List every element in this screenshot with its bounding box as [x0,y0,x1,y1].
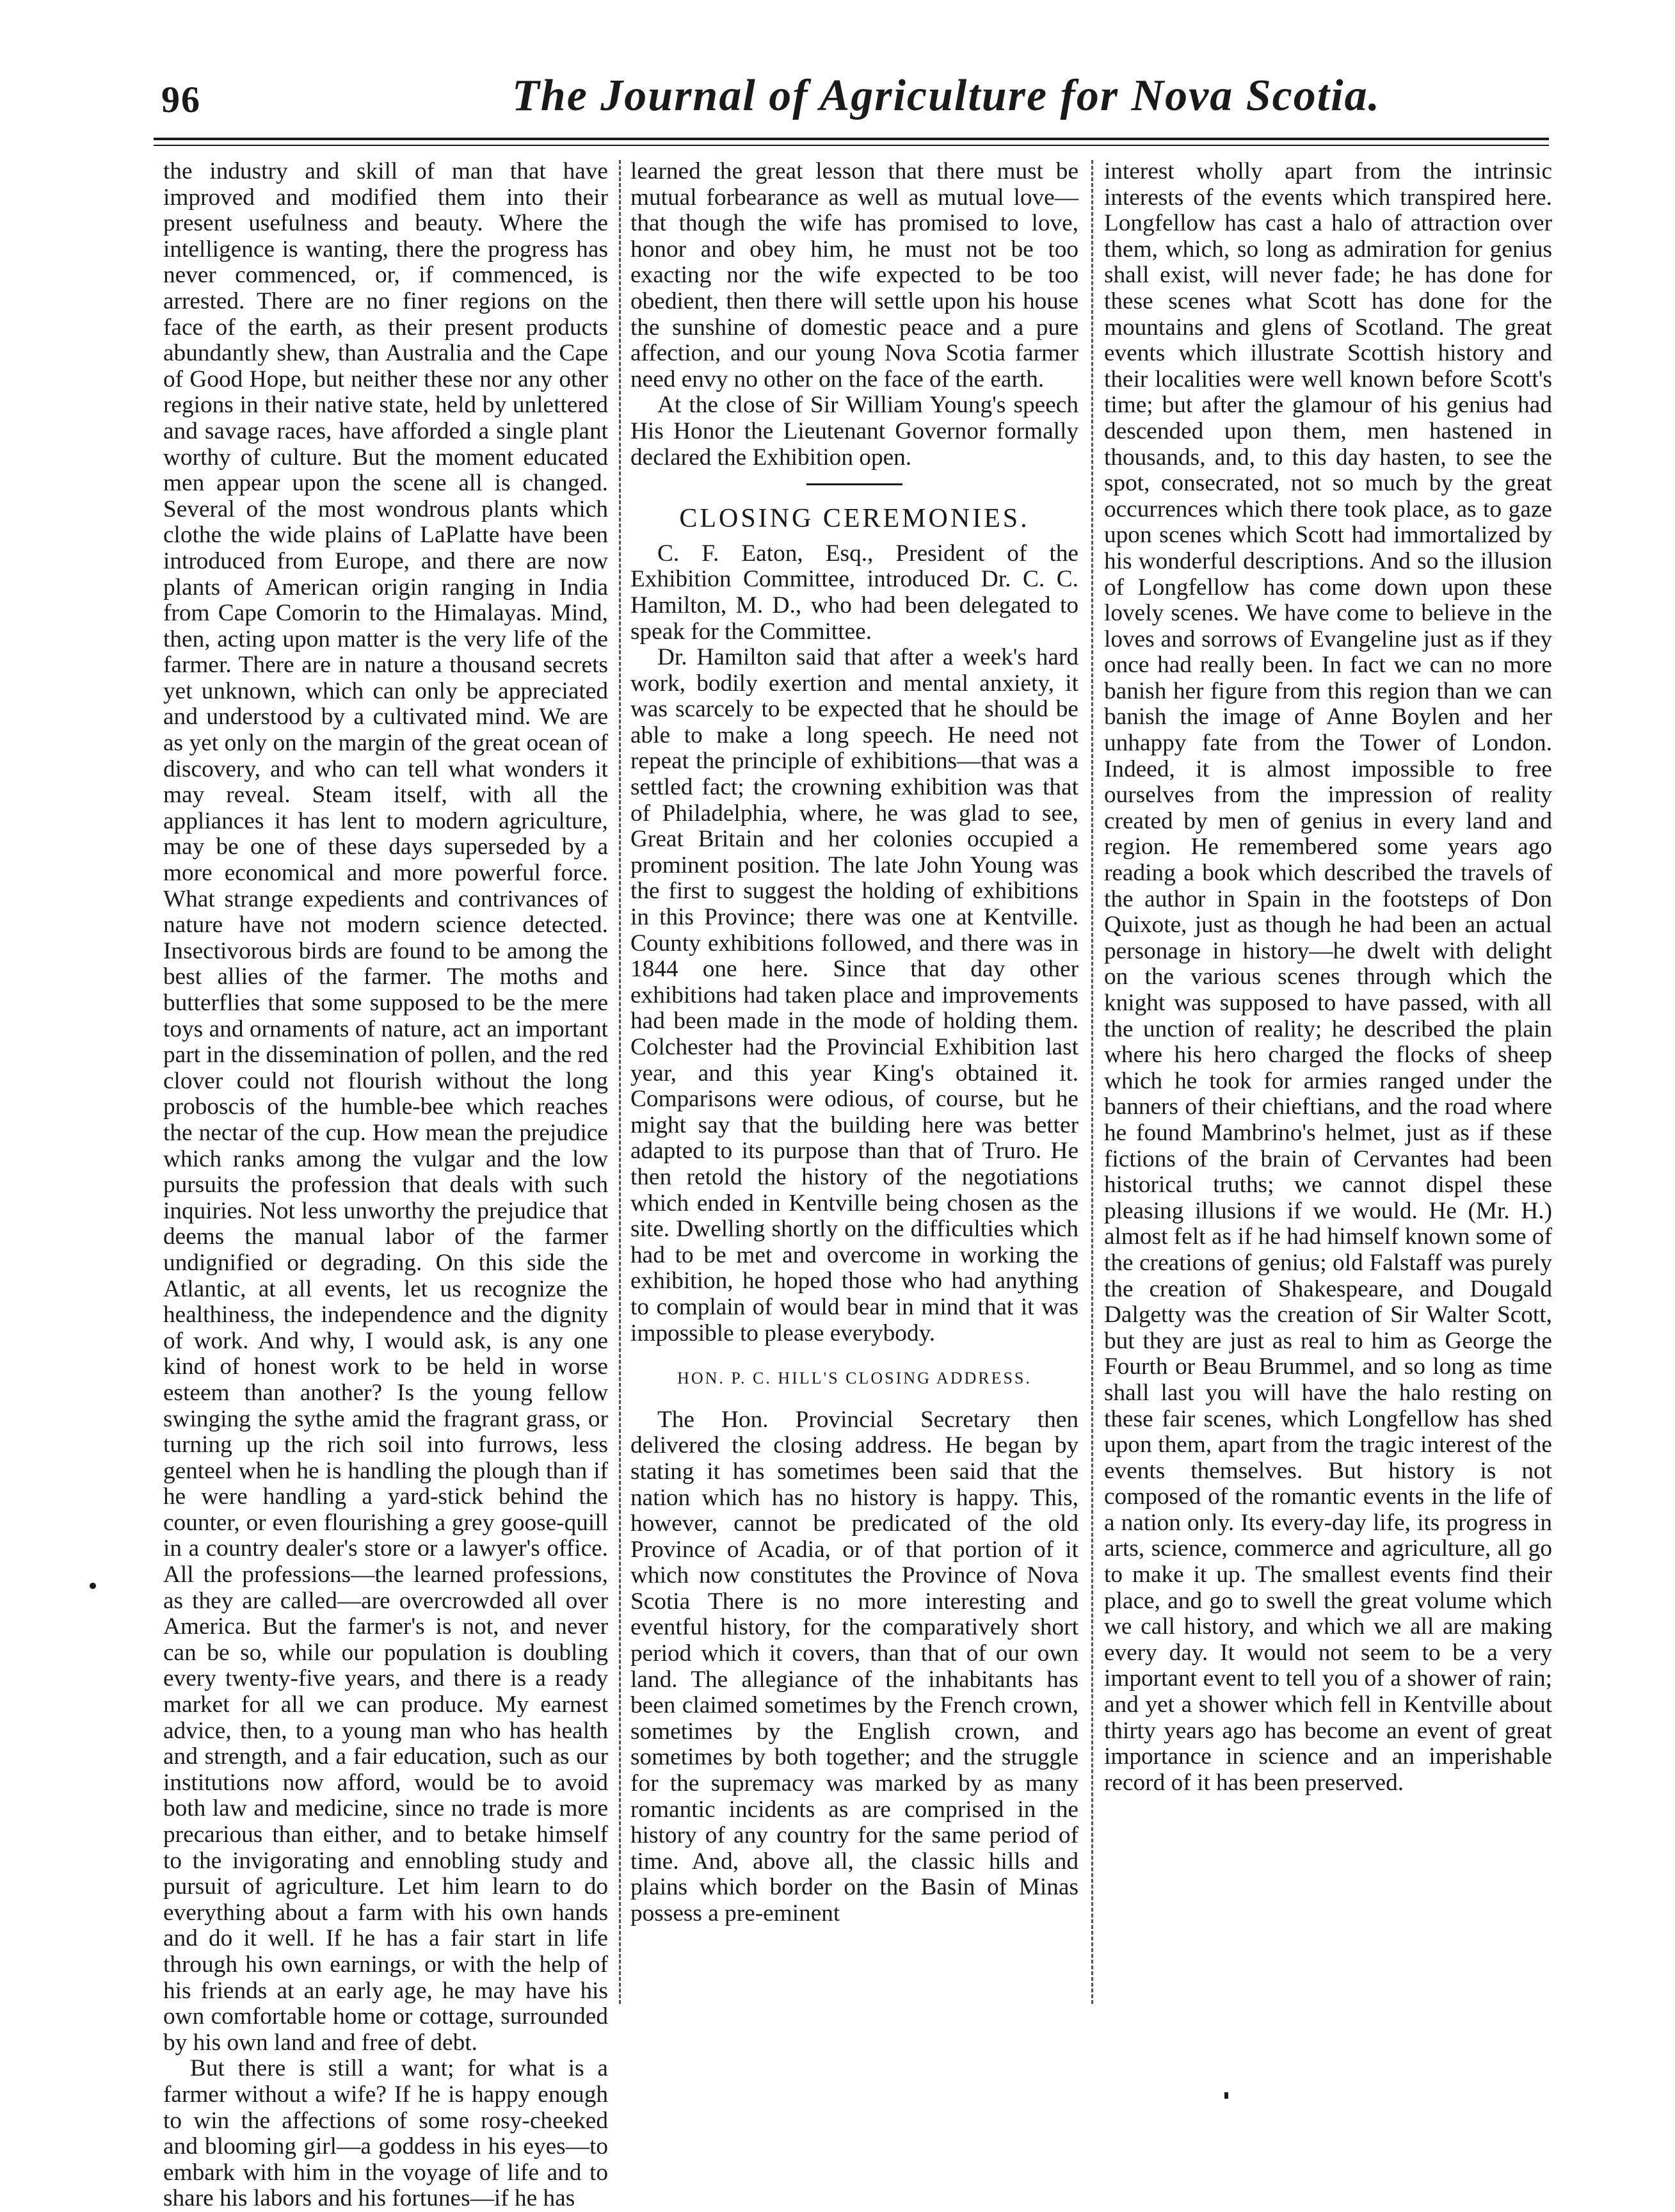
paragraph: learned the great lesson that there must be mutual forbearance as well as mutual love—that though the wife has promised to love, honor and obey him, he must not be too exacting nor the wife expected to be too obedient, then there will settle upon his house the sunshine of domestic peace and a pure affection, and our young Nova Scotia farmer need envy no other on the face of the earth. [630,158,1078,392]
column-3 [1104,159,1552,2028]
section-heading: CLOSING CEREMONIES. [679,504,1030,534]
sub-heading: HON. P. C. HILL'S CLOSING ADDRESS. [677,1369,1032,1388]
paragraph: The Hon. Provincial Secretary then delivered the closing address. He began by stating it has sometimes been said that the nation which has no history is happy. This, however, cannot be predicated of the old Province of Acadia, or of that portion of it which now constitutes the Province of Nova Scotia There is no more interesting and eventful history, for the comparatively short period which it covers, than that of our own land. The allegiance of the inhabitants has been claimed sometimes by the French crown, sometimes by the English crown, and sometimes by both together; and the struggle for the supremacy was marked by as many romantic incidents as are comprised in the history of any country for the same period of time. And, above all, the classic hills and plains which border on the Basin of Minas possess a pre-eminent [630,1406,1078,1926]
paragraph: But there is still a want; for what is a farmer without a wife? If he is happy enough to win the affections of some rosy-cheeked and blooming girl—a goddess in his eyes—to embark with him in the voyage of life and to share his labors and his fortunes—if he has [163,2055,608,2212]
column-divider [619,160,621,2004]
running-title: The Journal of Agriculture for Nova Scotia. [512,71,1381,120]
column-divider [1091,160,1093,2004]
margin-mark [90,1583,96,1589]
header-rule-thick [154,138,1549,140]
header-rule-thin [154,145,1549,146]
column-1 [163,158,609,2212]
page-number: 96 [161,79,201,120]
paragraph: C. F. Eaton, Esq., President of the Exhibition Committee, introduced Dr. C. C. Hamilton, M. D., who had been delegated to speak for the Committee. [630,540,1078,645]
footer-mark [1224,2092,1228,2099]
section-rule [806,483,902,485]
column-2 [630,159,1078,2028]
paragraph: the industry and skill of man that have improved and modified them into their present usefulness and beauty. Where the intelligence is wanting, there the progress has never commenced, or, if commenced, is arrested. There are no finer regions on the face of the earth, as their present products abundantly shew, than Australia and the Cape of Good Hope, but neither these nor any other regions in their native state, held by unlettered and savage races, have afforded a single plant worthy of culture. But the moment educated men appear upon the scene all is changed. Several of the most wondrous plants which clothe the wide plains of LaPlatte have been introduced from Europe, and there are now plants of American origin ranging in India from Cape Comorin to the Himalayas. Mind, then, acting upon matter is the very life of the farmer. There are in nature a thousand secrets yet unknown, which can only be appreciated and understood by a cultivated mind. We are as yet only on the margin of the great ocean of discovery, and who can tell what wonders it may reveal. Steam itself, with all the appliances it has lent to modern agriculture, may be one of these days superseded by a more economical and more powerful force. What strange expedients and contrivances of nature have not modern science detected. Insectivorous birds are found to be among the best allies of the farmer. The moths and butterflies that some supposed to be the mere toys and ornaments of nature, act an important part in the dissemination of pollen, and the red clover could not flourish without the long proboscis of the humble-bee which reaches the nectar of the cup. How mean the prejudice which ranks among the vulgar and the low pursuits the profession that deals with such inquiries. Not less unworthy the prejudice that deems the manual labor of the farmer undignified or degrading. On this side the Atlantic, at all events, let us recognize the healthiness, the independence and the dignity of work. And why, I would ask, is any one kind of honest work to be held in worse esteem than another? Is the young fellow swinging the sythe amid the fragrant grass, or turning up the rich soil into furrows, less genteel when he is handling the plough than if he were handling a yard-stick behind the counter, or even flourishing a grey goose-quill in a country dealer's store or a lawyer's office. All the professions—the learned professions, as they are called—are overcrowded all over America. But the farmer's is not, and never can be so, while our population is doubling every twenty-five years, and there is a ready market for all we can produce. My earnest advice, then, to a young man who has health and strength, and a fair education, such as our institutions now afford, would be to avoid both law and medicine, since no trade is more precarious than either, and to betake himself to the invigorating and ennobling study and pursuit of agriculture. Let him learn to do everything about a farm with his own hands and do it well. If he has a fair start in life through his own earnings, or with the help of his friends at an early age, he may have his own comfortable home or cottage, surrounded by his own land and free of debt. [163,158,609,2056]
paragraph: Dr. Hamilton said that after a week's hard work, bodily exertion and mental anxiety, it was scarcely to be expected that he should be able to make a long speech. He need not repeat the principle of exhibitions—that was a settled fact; the crowning exhibition was that of Philadelphia, where, he was glad to see, Great Britain and her colonies occupied a prominent position. The late John Young was the first to suggest the holding of exhibitions in this Province; there was one at Kentville. County exhibitions followed, and there was in 1844 one here. Since that day other exhibitions had taken place and improvements had been made in the mode of holding them. Colchester had the Provincial Exhibition last year, and this year King's obtained it. Comparisons were odious, of course, but he might say that the building here was better adapted to its purpose than that of Truro. He then retold the history of the negotiations which ended in Kentville being chosen as the site. Dwelling shortly on the difficulties which had to be met and overcome in working the exhibition, he hoped those who had anything to complain of would bear in mind that it was impossible to please everybody. [630,644,1078,1346]
paragraph: At the close of Sir William Young's speech His Honor the Lieutenant Governor formally declared the Exhibition open. [630,392,1078,471]
paragraph: interest wholly apart from the intrinsic interests of the events which transpired here. Longfellow has cast a halo of attraction over them, which, so long as admiration for genius shall exist, will never fade; he has done for these scenes what Scott has done for the mountains and glens of Scotland. The great events which illustrate Scottish history and their localities were well known before Scott's time; but after the glamour of his genius had descended upon them, men hastened in thousands, and, to this day hasten, to see the spot, consecrated, not so much by the great occurrences which there took place, as to gaze upon scenes which Scott had immortalized by his wonderful descriptions. And so the illusion of Longfellow has come down upon these lovely scenes. We have come to believe in the loves and sorrows of Evangeline just as if they once had really been. In fact we can no more banish her figure from this region than we can banish the image of Anne Boylen and her unhappy fate from the Tower of London. Indeed, it is almost impossible to free ourselves from the impression of reality created by men of genius in every land and region. He remembered some years ago reading a book which described the travels of the author in Spain in the footsteps of Don Quixote, just as though he had been an actual personage in history—he dwelt with delight on the various scenes through which the knight was supposed to have passed, with all the unction of reality; he described the plain where his hero charged the flocks of sheep which he took for armies ranged under the banners of their chieftians, and the road where he found Mambrino's helmet, just as if these fictions of the brain of Cervantes had been historical truths; we cannot dispel these pleasing illusions if we would. He (Mr. H.) almost felt as if he had himself known some of the creations of genius; old Falstaff was purely the creation of Shakespeare, and Dougald Dalgetty was the creation of Sir Walter Scott, but they are just as real to him as George the Fourth or Beau Brummel, and so long as time shall last you will have the halo resting on these fair scenes, which Longfellow has shed upon them, apart from the tragic interest of the events themselves. But history is not composed of the romantic events in the life of a nation only. Its every-day life, its progress in arts, science, commerce and agriculture, all go to make it up. The smallest events find their place, and go to swell the great volume which we call history, and which we all are making every day. It would not seem to be a very important event to tell you of a shower of rain; and yet a shower which fell in Kentville about thirty years ago has become an event of great importance in science and an imperishable record of it has been preserved. [1104,158,1552,1796]
